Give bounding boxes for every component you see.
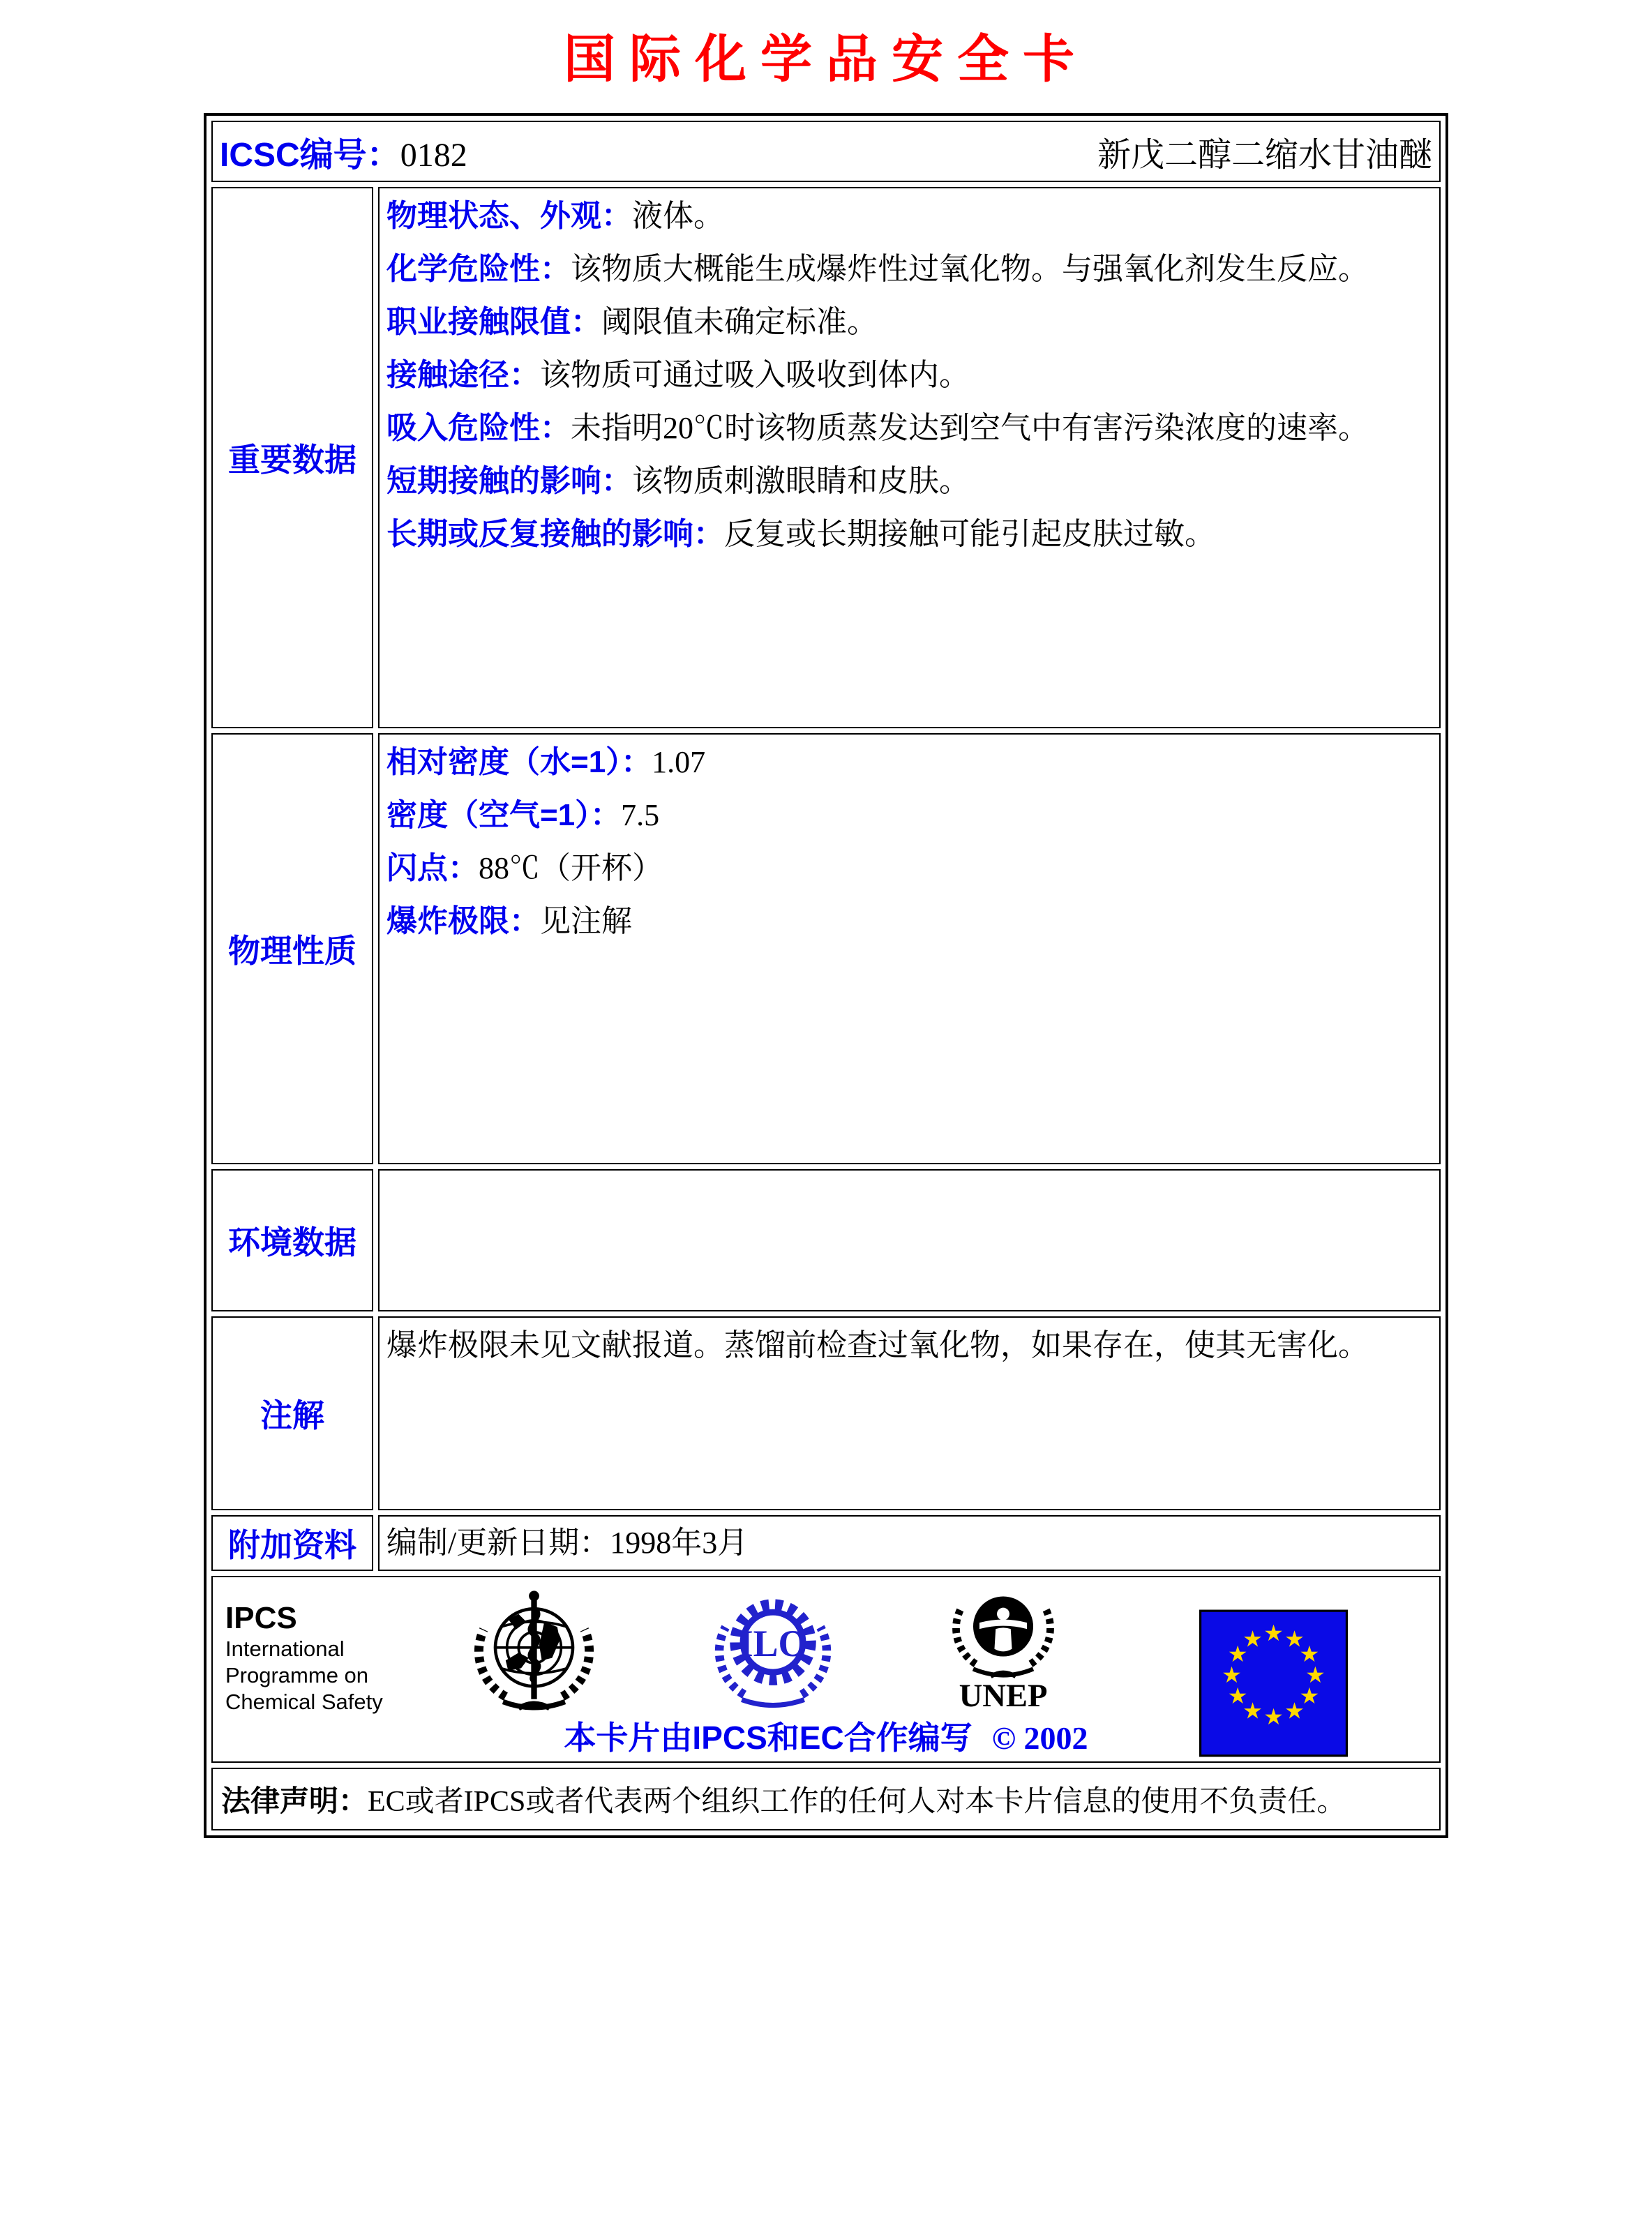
- field-value: 该物质大概能生成爆炸性过氧化物。与强氧化剂发生反应。: [571, 252, 1369, 286]
- svg-text:★: ★: [1299, 1682, 1320, 1709]
- section-content-notes: 爆炸极限未见文献报道。蒸馏前检查过氧化物，如果存在，使其无害化。: [378, 1316, 1441, 1510]
- svg-text:★: ★: [1263, 1703, 1284, 1730]
- svg-text:★: ★: [1242, 1625, 1263, 1653]
- ipcs-line: Chemical Safety: [225, 1690, 383, 1714]
- section-row-physical: [211, 733, 1441, 1164]
- section-row-additional: [211, 1515, 1441, 1571]
- field-label: 化学危险性：: [386, 252, 571, 286]
- ipcs-line: Programme on: [225, 1663, 369, 1687]
- field-value: 阈限值未确定标准。: [601, 305, 878, 339]
- legal-cell: [211, 1768, 1441, 1830]
- field-line: [386, 736, 1432, 789]
- field-value: 液体。: [632, 199, 724, 233]
- field-label: 物理状态、外观：: [386, 199, 632, 233]
- field-value: 见注解: [540, 904, 632, 938]
- icsc-number-label: ICSC编号：: [220, 136, 400, 174]
- svg-text:★: ★: [1263, 1619, 1284, 1646]
- section-label-important: 重要数据: [211, 187, 373, 728]
- field-line: [386, 842, 1432, 895]
- field-line: [386, 243, 1432, 296]
- chemical-name: 新戊二醇二缩水甘油醚: [1097, 136, 1432, 174]
- unep-logo-text: UNEP: [959, 1678, 1048, 1714]
- svg-text:★: ★: [1227, 1682, 1248, 1709]
- section-label-environment: 环境数据: [211, 1169, 373, 1311]
- section-content-additional: 编制/更新日期：1998年3月: [378, 1515, 1441, 1571]
- ipcs-title: IPCS: [225, 1601, 297, 1635]
- section-row-important: [211, 187, 1441, 728]
- field-value: 7.5: [621, 798, 660, 832]
- field-line: [386, 508, 1432, 561]
- ipcs-line: International: [225, 1637, 345, 1661]
- svg-text:★: ★: [1305, 1661, 1326, 1688]
- page-title: 国际化学品安全卡: [564, 31, 1088, 89]
- field-line: [386, 296, 1432, 349]
- field-line: [386, 895, 1432, 948]
- logos-caption: [213, 1713, 1439, 1759]
- who-logo-icon: [470, 1586, 599, 1715]
- field-label: 爆炸极限：: [386, 904, 540, 938]
- header-row: [211, 121, 1441, 182]
- svg-text:★: ★: [1222, 1661, 1242, 1688]
- svg-text:★: ★: [1242, 1697, 1263, 1724]
- copyright-text: © 2002: [991, 1720, 1088, 1756]
- field-value: 反复或长期接触可能引起皮肤过敏。: [724, 517, 1215, 551]
- field-label: 相对密度（水=1）：: [386, 745, 652, 779]
- field-line: [386, 349, 1432, 402]
- ipcs-text-block: [225, 1601, 400, 1715]
- icsc-number-value: 0182: [400, 136, 467, 174]
- unep-logo-icon: [940, 1581, 1066, 1714]
- field-value: 该物质刺激眼睛和皮肤。: [632, 464, 970, 498]
- section-content-important: [378, 187, 1441, 728]
- header-cell: [211, 121, 1441, 182]
- icsc-number-group: [220, 128, 467, 176]
- section-row-environment: [211, 1169, 1441, 1311]
- ilo-logo-text: ILO: [738, 1622, 808, 1664]
- field-line: [386, 402, 1432, 455]
- field-label: 接触途径：: [386, 358, 540, 392]
- legal-label: 法律声明：: [221, 1784, 368, 1817]
- field-label: 闪点：: [386, 851, 479, 885]
- field-label: 职业接触限值：: [386, 305, 601, 339]
- section-label-additional: 附加资料: [211, 1515, 373, 1571]
- section-content-physical: [378, 733, 1441, 1164]
- field-value: 未指明20℃时该物质蒸发达到空气中有害污染浓度的速率。: [571, 411, 1369, 445]
- field-label: 短期接触的影响：: [386, 464, 632, 498]
- field-line: [386, 190, 1432, 243]
- ilo-logo-icon: [710, 1590, 836, 1708]
- field-value: 88℃（开杯）: [479, 851, 663, 885]
- svg-text:★: ★: [1284, 1697, 1305, 1724]
- field-value: 1.07: [652, 745, 706, 779]
- field-label: 密度（空气=1）：: [386, 798, 622, 832]
- svg-text:★: ★: [1299, 1640, 1320, 1667]
- caption-text: 本卡片由IPCS和EC合作编写: [564, 1720, 973, 1756]
- legal-text: EC或者IPCS或者代表两个组织工作的任何人对本卡片信息的使用不负责任。: [368, 1786, 1346, 1818]
- section-content-environment: [378, 1169, 1441, 1311]
- field-label: 长期或反复接触的影响：: [386, 517, 724, 551]
- logos-row: [211, 1576, 1441, 1763]
- svg-text:★: ★: [1284, 1625, 1305, 1653]
- legal-row: [211, 1768, 1441, 1830]
- field-line: [386, 455, 1432, 508]
- logos-cell: [211, 1576, 1441, 1763]
- field-label: 吸入危险性：: [386, 411, 571, 445]
- section-label-physical: 物理性质: [211, 733, 373, 1164]
- icsc-card-table: [204, 113, 1448, 1838]
- svg-text:★: ★: [1227, 1640, 1248, 1667]
- section-row-notes: [211, 1316, 1441, 1510]
- section-label-notes: 注解: [211, 1316, 373, 1510]
- field-value: 该物质可通过吸入吸收到体内。: [540, 358, 970, 392]
- field-line: [386, 789, 1432, 842]
